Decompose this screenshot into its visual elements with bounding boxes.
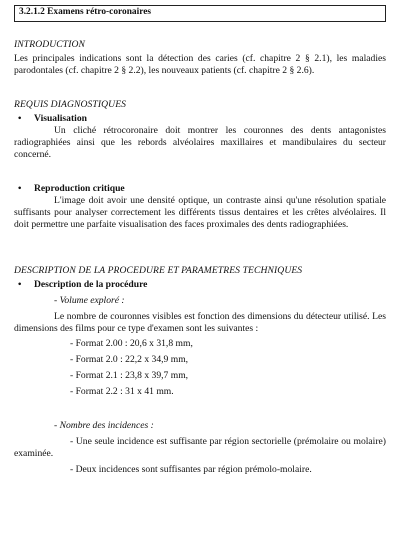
bullet-icon: • — [18, 112, 22, 124]
volume-text: Le nombre de couronnes visibles est fonction des dimensions du détecteur utilisé. Les dimensions des films pour ce type d'examen sont les suivantes : — [14, 310, 386, 334]
bullet-icon: • — [18, 278, 22, 290]
procedure-title: Description de la procédure — [34, 278, 148, 290]
visualisation-bullet — [14, 113, 386, 125]
requis-heading: REQUIS DIAGNOSTIQUES — [14, 98, 127, 110]
incidence-text-1: - Une seule incidence est suffisante par région sectorielle (prémolaire ou molaire) examinée. — [14, 436, 386, 460]
document-page — [14, 5, 386, 476]
reproduction-text: L'image doit avoir une densité optique, un contraste ainsi qu'une résolution spatiale suffisants pour analyser correctement les différents tissus dentaires et les crêtes alvéolaires. Il doit permettre une parfaite visualisation des faces proximales des dents radiographiées. — [14, 194, 386, 230]
procedure-bullet — [14, 279, 386, 291]
format-item: - Format 2.00 : 20,6 x 31,8 mm, — [70, 338, 193, 350]
visualisation-text: Un cliché rétrocoronaire doit montrer les couronnes des dents antagonistes radiographiées ainsi que les rebords alvéolaires maxillaires et mandibulaires du secteur concerné. — [14, 124, 386, 160]
reproduction-title: Reproduction critique — [34, 182, 125, 194]
format-item: - Format 2.1 : 23,8 x 39,7 mm, — [70, 370, 189, 382]
format-item: - Format 2.2 : 31 x 41 mm. — [70, 386, 174, 398]
incidences-label: - Nombre des incidences : — [54, 420, 154, 432]
visualisation-title: Visualisation — [34, 112, 87, 124]
introduction-text: Les principales indications sont la détection des caries (cf. chapitre 2 § 2.1), les maladies parodontales (cf. chapitre 2 § 2.2), les nouveaux patients (cf. chapitre 2 § 2.6). — [14, 52, 386, 76]
bullet-icon: • — [18, 182, 22, 194]
incidence-text-2: - Deux incidences sont suffisantes par région prémolo-molaire. — [70, 464, 312, 476]
introduction-heading: INTRODUCTION — [14, 38, 86, 50]
reproduction-bullet — [14, 183, 386, 195]
format-item: - Format 2.0 : 22,2 x 34,9 mm, — [70, 354, 189, 366]
description-heading: DESCRIPTION DE LA PROCEDURE ET PARAMETRES TECHNIQUES — [14, 264, 303, 276]
volume-label: - Volume exploré : — [54, 294, 125, 306]
section-title: 3.2.1.2 Examens rétro-coronaires — [14, 5, 386, 22]
